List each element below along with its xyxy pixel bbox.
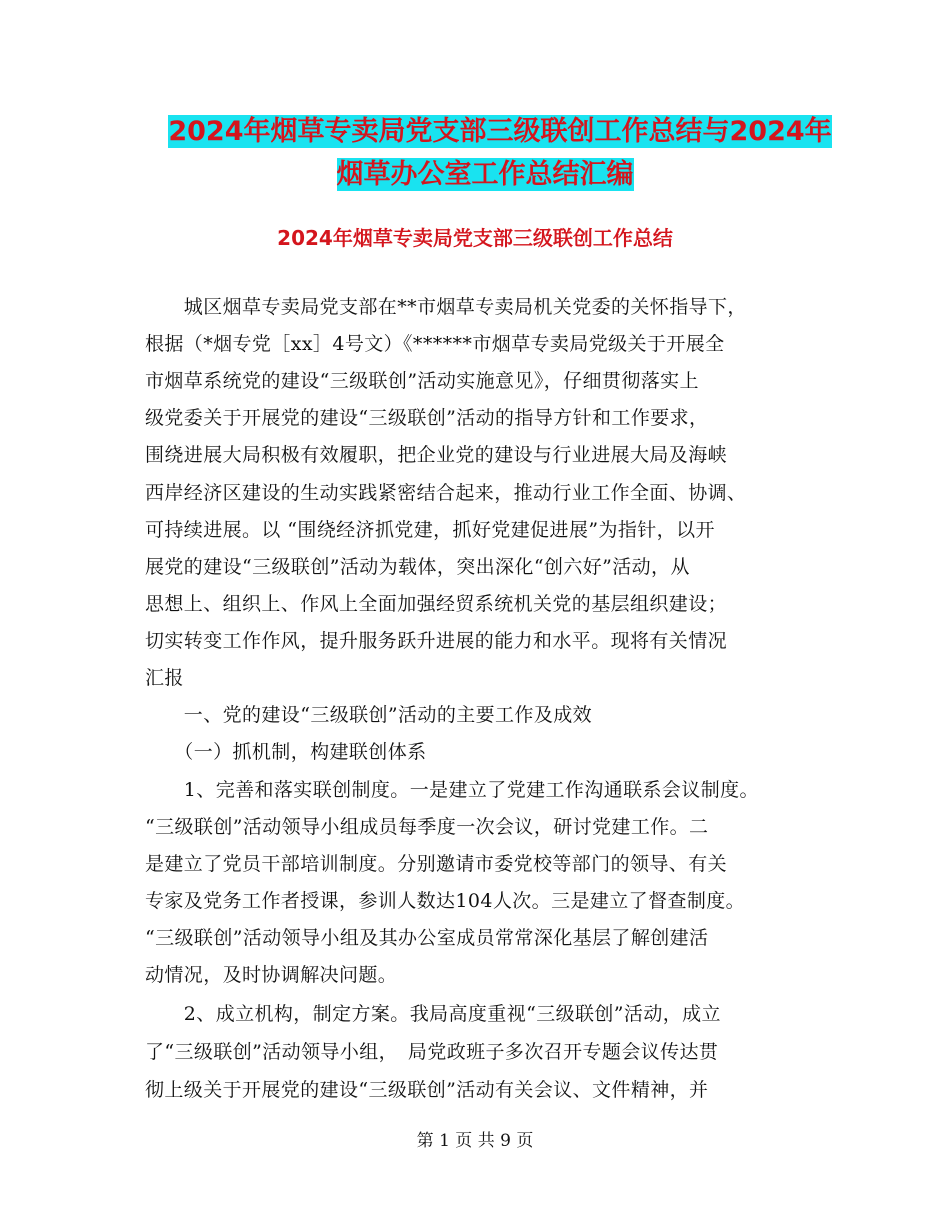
body-line: 动情况，及时协调解决问题。 bbox=[145, 964, 398, 986]
body-line: 专家及党务工作者授课，参训人数达104人次。三是建立了督查制度。 bbox=[145, 890, 746, 912]
body-line: 1、完善和落实联创制度。一是建立了党建工作沟通联系会议制度。 bbox=[145, 779, 759, 801]
document-title-line-2: 烟草办公室工作总结汇编 bbox=[336, 159, 634, 190]
body-line: 是建立了党员干部培训制度。分别邀请市委党校等部门的领导、有关 bbox=[145, 853, 728, 875]
body-line: 彻上级关于开展党的建设“三级联创”活动有关会议、文件精神，并 bbox=[145, 1079, 709, 1101]
document-title-line-1: 2024年烟草专卖局党支部三级联创工作总结与2024年 bbox=[168, 116, 832, 147]
body-line: 可持续进展。以 “围绕经济抓党建，抓好党建促进展”为指针，以开 bbox=[145, 519, 715, 541]
body-line: 市烟草系统党的建设“三级联创”活动实施意见》，仔细贯彻落实上 bbox=[145, 370, 699, 392]
body-line: 围绕进展大局积极有效履职，把企业党的建设与行业进展大局及海峡 bbox=[145, 444, 728, 466]
heading-line: （一）抓机制，构建联创体系 bbox=[145, 741, 427, 763]
body-line: “三级联创”活动领导小组及其办公室成员常常深化基层了解创建活 bbox=[145, 927, 709, 949]
body-line: 了“三级联创”活动领导小组， 局党政班子多次召开专题会议传达贯 bbox=[145, 1041, 719, 1063]
heading-line: 一、党的建设“三级联创”活动的主要工作及成效 bbox=[145, 704, 593, 726]
section-title: 2024年烟草专卖局党支部三级联创工作总结 bbox=[277, 226, 673, 250]
body-line: “三级联创”活动领导小组成员每季度一次会议，研讨党建工作。二 bbox=[145, 816, 709, 838]
body-line: 思想上、组织上、作风上全面加强经贸系统机关党的基层组织建设； bbox=[145, 593, 728, 615]
body-line: 汇报 bbox=[145, 667, 184, 689]
body-line: 城区烟草专卖局党支部在**市烟草专卖局机关党委的关怀指导下， bbox=[145, 296, 747, 318]
page-footer: 第 1 页 共 9 页 bbox=[416, 1131, 534, 1151]
body-line: 根据（*烟专党［xx］4号文）《******市烟草专卖局党级关于开展全 bbox=[145, 333, 725, 355]
body-line: 2、成立机构，制定方案。我局高度重视“三级联创”活动，成立 bbox=[145, 1003, 721, 1025]
body-line: 级党委关于开展党的建设“三级联创”活动的指导方针和工作要求， bbox=[145, 407, 709, 429]
body-line: 展党的建设“三级联创”活动为载体，突出深化“创六好”活动，从 bbox=[145, 556, 690, 578]
body-line: 切实转变工作作风，提升服务跃升进展的能力和水平。现将有关情况 bbox=[145, 630, 728, 652]
body-line: 西岸经济区建设的生动实践紧密结合起来，推动行业工作全面、协调、 bbox=[145, 482, 747, 504]
